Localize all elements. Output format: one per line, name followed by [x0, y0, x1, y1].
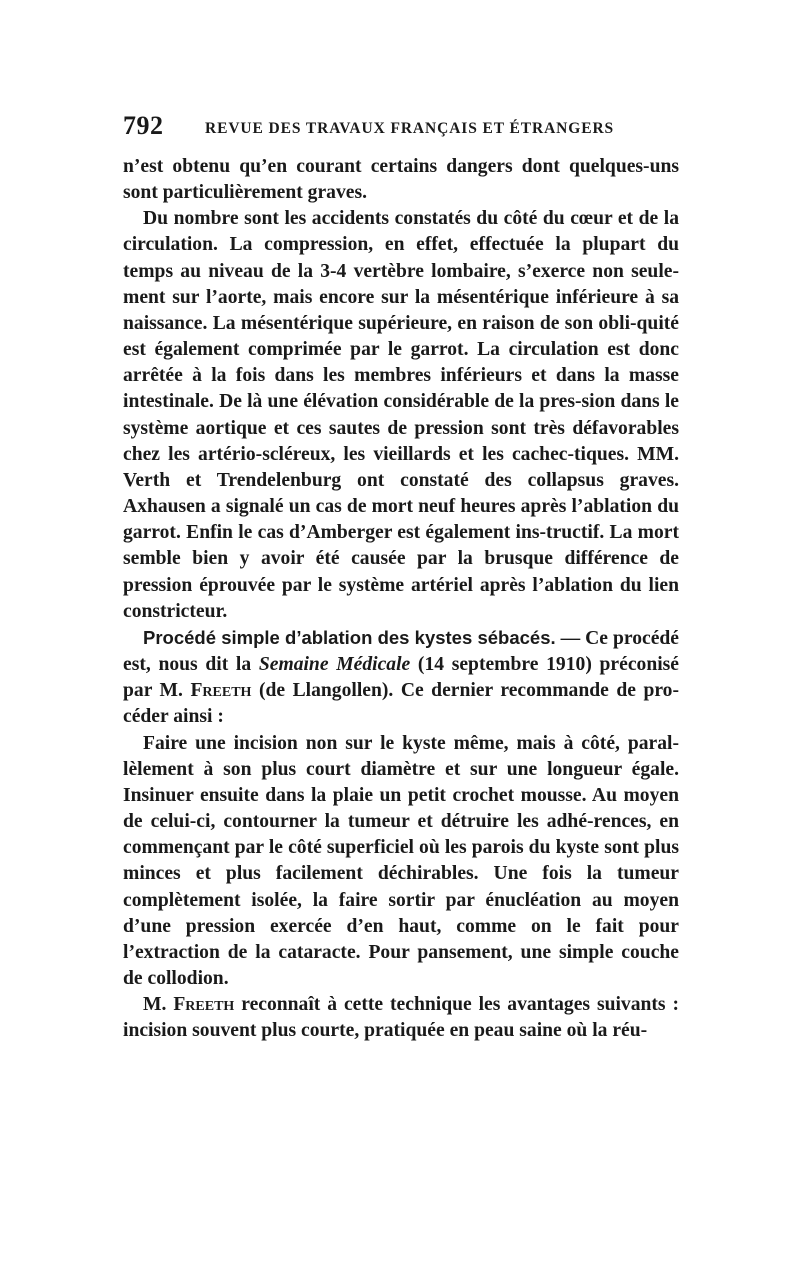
section-collapse-dangers [123, 154, 679, 625]
section-sebaceous-cysts [123, 625, 679, 1045]
paragraph-continuation: n’est obtenu qu’en courant certains dangers dont quelques-uns sont particulièrement graves. [123, 156, 679, 204]
author-name-2: Freeth [173, 994, 235, 1016]
advantages-text-a: M. [143, 994, 174, 1016]
author-name: Freeth [190, 680, 252, 702]
intro-text-b: (14 septembre 1910) préconisé par M. [123, 654, 679, 702]
intro-text-c: (de Llangollen). Ce dernier recommande de pro-céder ainsi : [123, 680, 680, 728]
paragraph-procedure-steps: Faire une incision non sur le kyste même, mais à côté, paral-lèlement à son plus court diamètre et sur une longueur égale. Insinuer ensuite dans la plaie un petit crochet mousse. Au moyen de celui-ci, contourner la tumeur et détruire les adhé-rences, en commençant par le côté superficiel où les parois du kyste sont plus minces et plus facilement déchirables. Une fois la tumeur complètement isolée, la faire sortir par énucléation au moyen d’une pression exercée d’en haut, comme on le fait pour l’extraction de la cataracte. Pour pansement, une simple couche de collodion. [123, 732, 679, 990]
section-heading: Procédé simple d’ablation des kystes sébacés. [143, 627, 556, 648]
advantages-text-b: reconnaît à cette technique les avantages suivants : incision souvent plus courte, pratiquée en peau saine où la réu- [123, 994, 679, 1042]
running-head: REVUE DES TRAVAUX FRANÇAIS ET ÉTRANGERS [205, 120, 615, 137]
intro-text-a: — Ce procédé est, nous dit la [123, 628, 679, 676]
paragraph-advantages [123, 992, 679, 1044]
journal-title: Semaine Médicale [258, 654, 411, 676]
page-header [123, 111, 683, 141]
page-number: 792 [123, 111, 164, 140]
paragraph-procedure-intro [123, 625, 679, 731]
paragraph-circulation: Du nombre sont les accidents constatés du côté du cœur et de la circulation. La compression, en effet, effectuée la plupart du temps au niveau de la 3-4 vertèbre lombaire, s’exerce non seule-ment sur l’aorte, mais encore sur la mésentérique inférieure à sa naissance. La mésentérique supérieure, en raison de son obli-quité est également comprimée par le garrot. La circulation est donc arrêtée à la fois dans les membres inférieurs et dans la masse intestinale. De là une élévation considérable de la pres-sion dans le système aortique et ces sautes de pression sont très défavorables chez les artério-scléreux, les vieillards et les cachec-tiques. MM. Verth et Trendelenburg ont constaté des collapsus graves. Axhausen a signalé un cas de mort neuf heures après l’ablation du garrot. Enfin le cas d’Amberger est également ins-tructif. La mort semble bien y avoir été causée par la brusque différence de pression éprouvée par le système artériel après l’ablation du lien constricteur. [123, 208, 679, 622]
